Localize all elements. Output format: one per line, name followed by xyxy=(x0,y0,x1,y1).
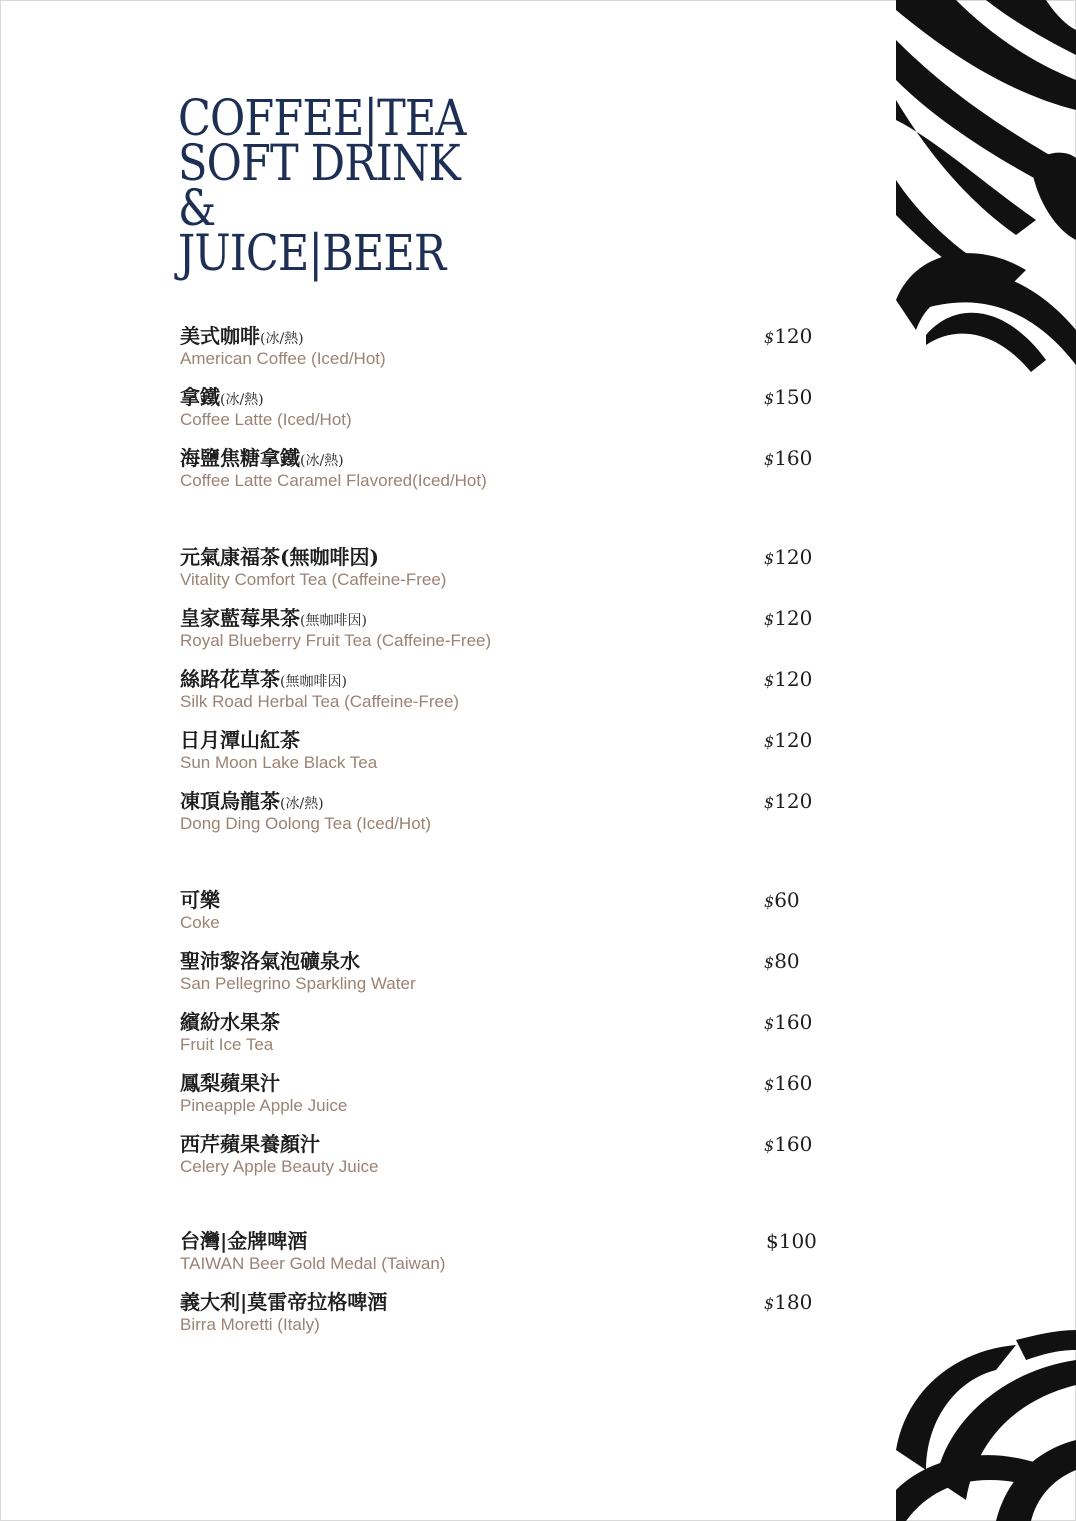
menu-item-san-pellegrino xyxy=(180,948,820,998)
item-name-en: Coffee Latte Caramel Flavored(Iced/Hot) xyxy=(180,471,487,490)
item-price: $160 xyxy=(764,446,813,470)
item-name-en: Vitality Comfort Tea (Caffeine-Free) xyxy=(180,570,447,589)
item-name-en: TAIWAN Beer Gold Medal (Taiwan) xyxy=(180,1254,446,1273)
item-name-zh: 聖沛黎洛氣泡礦泉水 xyxy=(180,949,360,973)
menu-item-caramel-latte xyxy=(180,445,820,495)
item-name-en: Birra Moretti (Italy) xyxy=(180,1315,320,1334)
menu-item-royal-blueberry-tea xyxy=(180,605,820,655)
item-note: (冰/熱) xyxy=(220,392,264,408)
menu-item-silk-road-herbal-tea xyxy=(180,666,820,716)
item-price: $160 xyxy=(764,1071,813,1095)
menu-item-fruit-ice-tea xyxy=(180,1009,820,1059)
menu-title xyxy=(178,89,488,282)
item-note: (冰/熱) xyxy=(300,453,344,469)
menu-item-dong-ding-oolong xyxy=(180,788,820,838)
item-note: (無咖啡因) xyxy=(300,613,367,629)
item-name-en: Sun Moon Lake Black Tea xyxy=(180,753,378,772)
item-name-zh: 繽紛水果茶 xyxy=(180,1010,280,1034)
item-name-zh: 凍頂烏龍茶(冰/熱) xyxy=(180,789,324,813)
menu-item-vitality-comfort-tea xyxy=(180,544,820,594)
item-price: $160 xyxy=(764,1010,813,1034)
item-price: $120 xyxy=(764,324,813,348)
item-note: (冰/熱) xyxy=(260,331,304,347)
item-note: (冰/熱) xyxy=(280,796,324,812)
item-price: $120 xyxy=(764,667,813,691)
item-name-zh: 皇家藍莓果茶(無咖啡因) xyxy=(180,606,367,630)
item-price: $150 xyxy=(764,385,813,409)
item-name-zh: 海鹽焦糖拿鐵(冰/熱) xyxy=(180,446,344,470)
item-price: $120 xyxy=(764,789,813,813)
menu-item-birra-moretti xyxy=(180,1289,820,1339)
item-name-zh: 美式咖啡(冰/熱) xyxy=(180,324,304,348)
item-name-en: Coke xyxy=(180,913,220,932)
menu-item-sun-moon-lake-tea xyxy=(180,727,820,777)
menu-item-taiwan-beer xyxy=(180,1228,820,1278)
item-name-en: Silk Road Herbal Tea (Caffeine-Free) xyxy=(180,692,460,711)
menu-item-pineapple-apple-juice xyxy=(180,1070,820,1120)
item-name-zh: 可樂 xyxy=(180,888,220,912)
item-note: (無咖啡因) xyxy=(280,674,347,690)
menu-item-coke xyxy=(180,887,820,937)
title-line-1: COFFEE|TEA xyxy=(178,89,466,147)
title-line-2: SOFT DRINK xyxy=(178,134,460,192)
item-name-zh: 鳳梨蘋果汁 xyxy=(180,1071,280,1095)
title-line-4: JUICE|BEER xyxy=(178,224,446,282)
item-price: $60 xyxy=(764,888,800,912)
decorative-pattern-bottom xyxy=(896,1330,1076,1521)
item-name-en: Pineapple Apple Juice xyxy=(180,1096,348,1115)
item-name-zh: 台灣|金牌啤酒 xyxy=(180,1229,308,1253)
item-name-en: Royal Blueberry Fruit Tea (Caffeine-Free) xyxy=(180,631,492,650)
item-name-zh: 絲路花草茶(無咖啡因) xyxy=(180,667,347,691)
item-price: $120 xyxy=(764,545,813,569)
item-name-zh: 日月潭山紅茶 xyxy=(180,728,300,752)
item-price: $160 xyxy=(764,1132,813,1156)
menu-item-coffee-latte xyxy=(180,384,820,434)
item-price: $100 xyxy=(766,1229,817,1253)
item-name-en: Celery Apple Beauty Juice xyxy=(180,1157,379,1176)
decorative-pattern-top xyxy=(896,0,1076,400)
title-line-3: & xyxy=(178,179,216,237)
item-name-en: Fruit Ice Tea xyxy=(180,1035,274,1054)
item-name-zh: 西芹蘋果養顏汁 xyxy=(180,1132,320,1156)
menu-item-american-coffee xyxy=(180,323,820,373)
item-name-en: Dong Ding Oolong Tea (Iced/Hot) xyxy=(180,814,432,833)
item-name-en: Coffee Latte (Iced/Hot) xyxy=(180,410,352,429)
menu-item-celery-apple-juice xyxy=(180,1131,820,1181)
item-price: $80 xyxy=(764,949,800,973)
item-price: $120 xyxy=(764,728,813,752)
item-price: $120 xyxy=(764,606,813,630)
item-name-en: American Coffee (Iced/Hot) xyxy=(180,349,386,368)
item-price: $180 xyxy=(764,1290,813,1314)
item-name-en: San Pellegrino Sparkling Water xyxy=(180,974,416,993)
item-name-zh: 義大利|莫雷帝拉格啤酒 xyxy=(180,1290,388,1314)
item-name-zh: 元氣康福茶(無咖啡因) xyxy=(180,545,379,569)
item-name-zh: 拿鐵(冰/熱) xyxy=(180,385,264,409)
